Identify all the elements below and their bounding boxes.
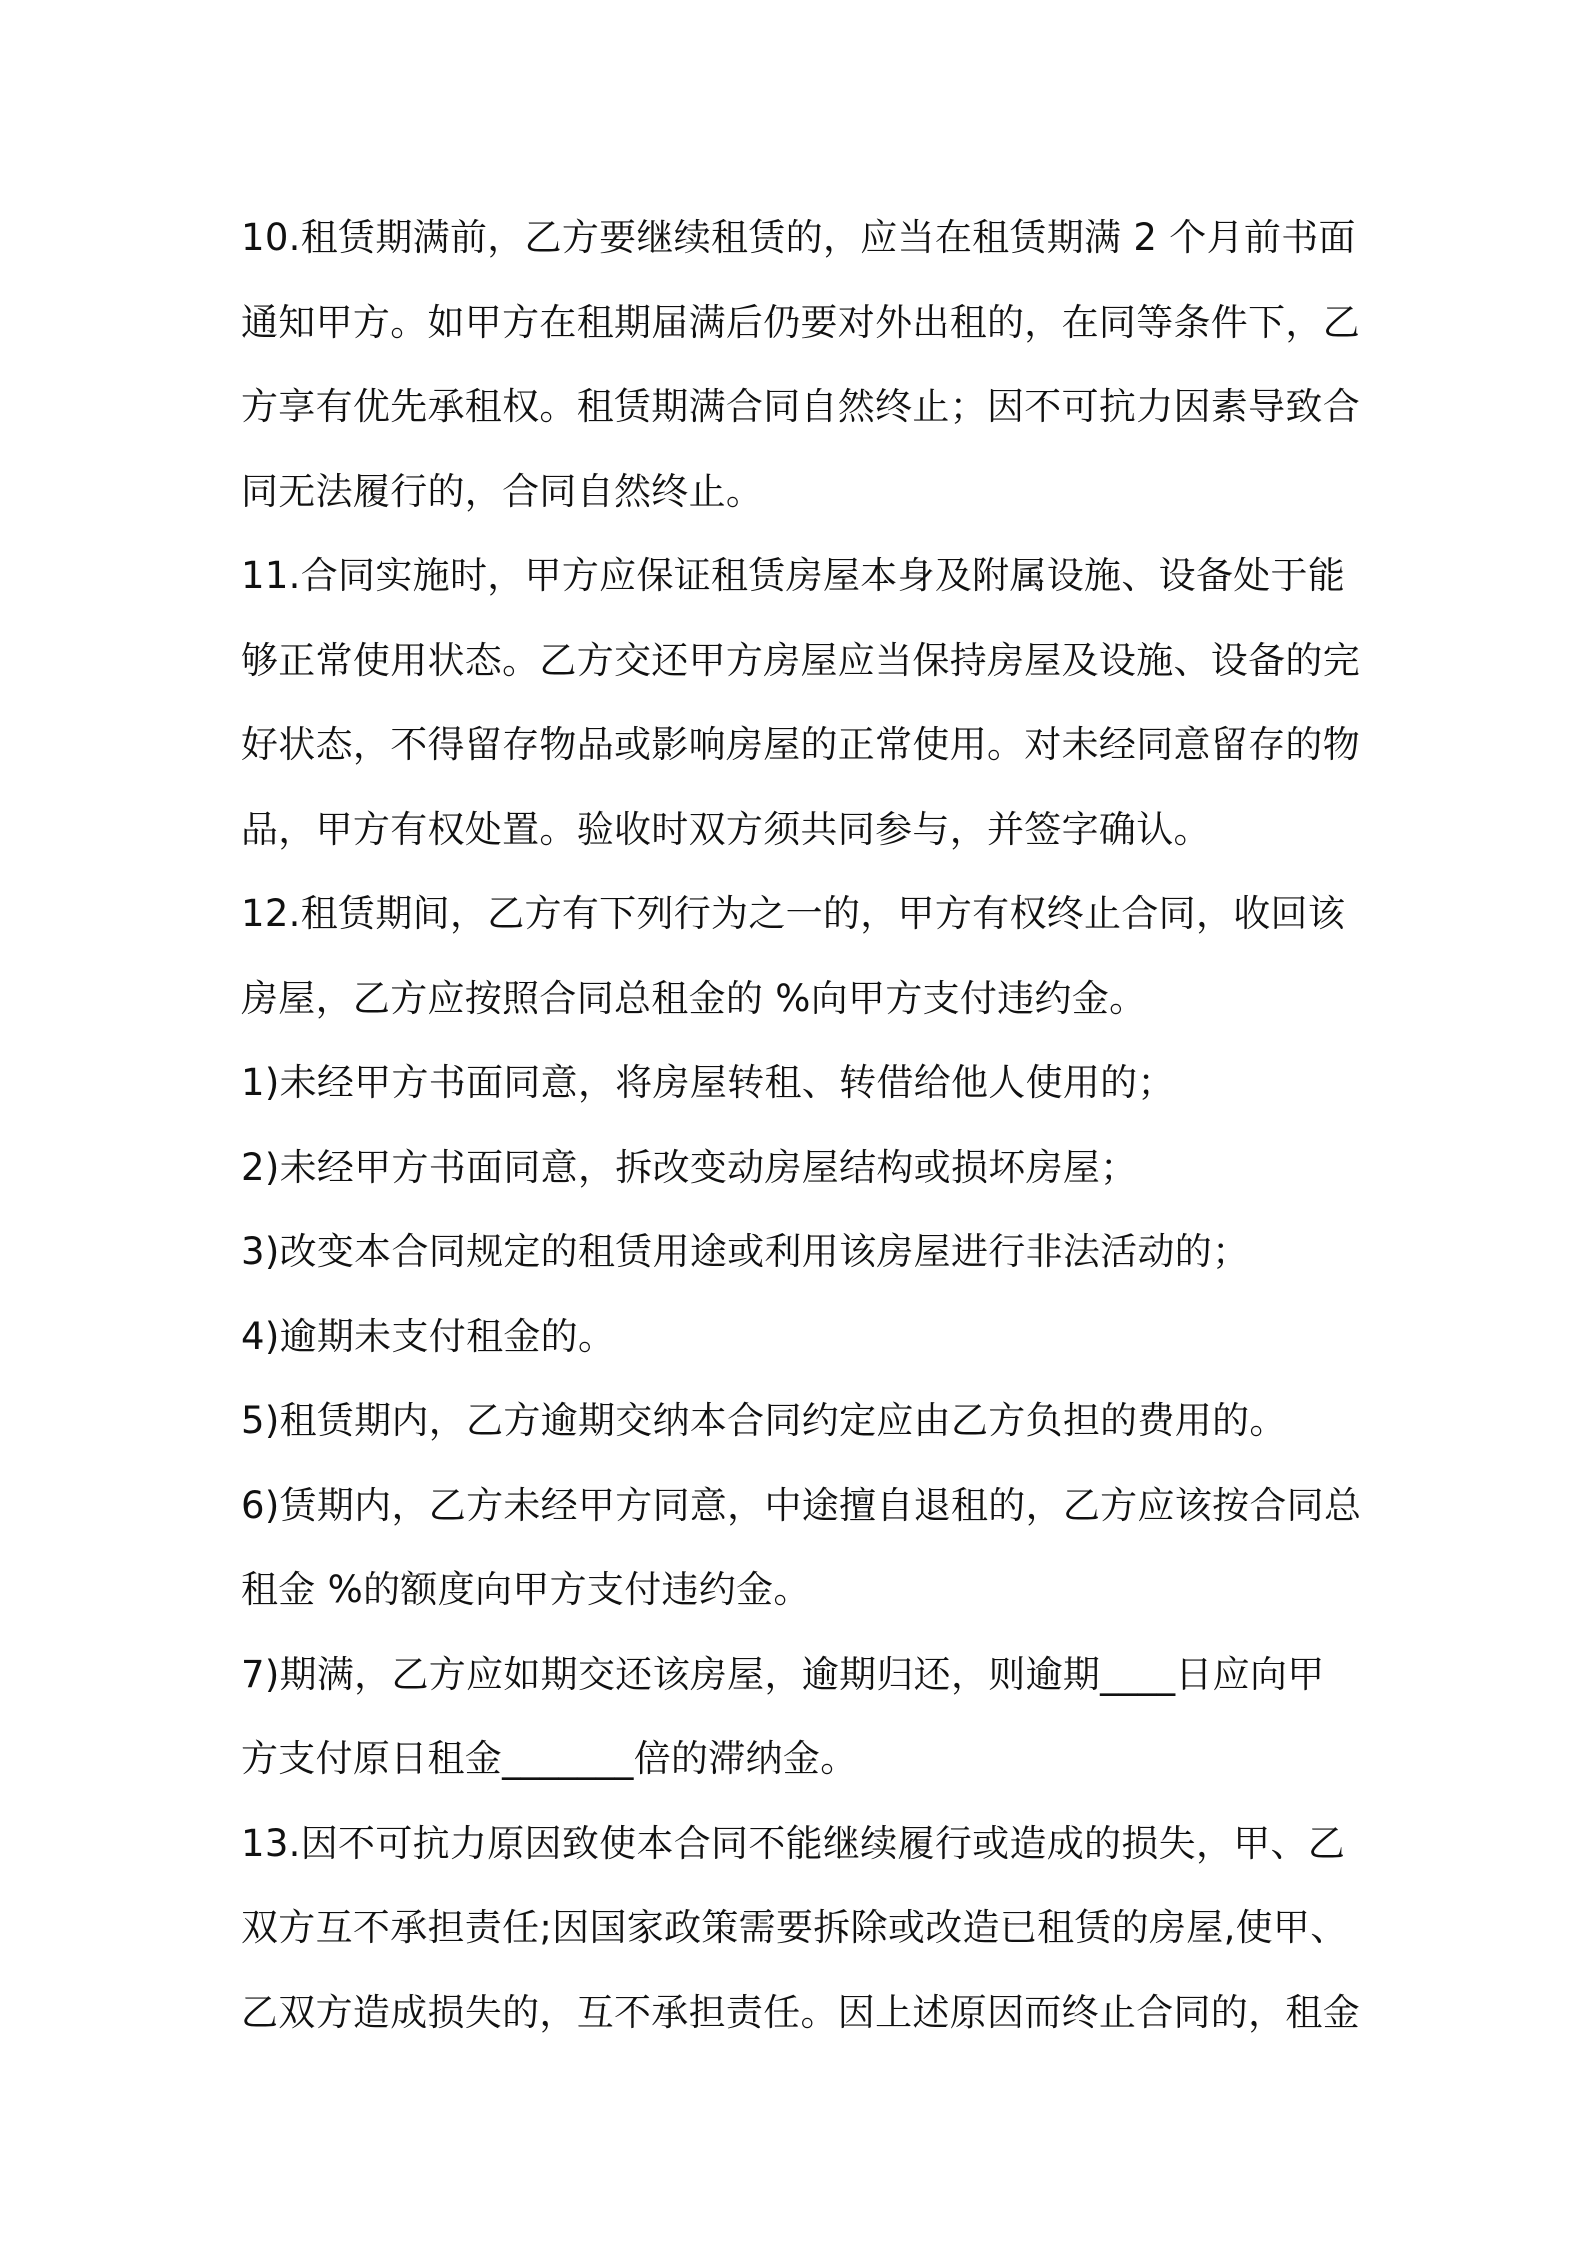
text-line: 12.租赁期间，乙方有下列行为之一的，甲方有权终止合同，收回该 [241, 892, 1346, 935]
text-line: 5)租赁期内，乙方逾期交纳本合同约定应由乙方负担的费用的。 [241, 1399, 1287, 1442]
text-line: 品，甲方有权处置。验收时双方须共同参与，并签字确认。 [241, 807, 1211, 851]
text-line: 6)赁期内，乙方未经甲方同意，中途擅自退租的，乙方应该按合同总 [241, 1483, 1362, 1527]
contract-text-block [241, 196, 1361, 2055]
text-line: 房屋，乙方应按照合同总租金的 %向甲方支付违约金。 [241, 976, 1147, 1020]
text-line: 1)未经甲方书面同意，将房屋转租、转借给他人使用的； [241, 1061, 1175, 1104]
text-line: 通知甲方。如甲方在租期届满后仍要对外出租的，在同等条件下，乙 [241, 300, 1360, 344]
text-line: 10.租赁期满前，乙方要继续租赁的，应当在租赁期满 2 个月前书面 [241, 216, 1356, 259]
text-line: 3)改变本合同规定的租赁用途或利用该房屋进行非法活动的； [241, 1230, 1250, 1273]
text-line: 2)未经甲方书面同意，拆改变动房屋结构或损坏房屋； [241, 1145, 1138, 1189]
text-line: 7)期满，乙方应如期交还该房屋，逾期归还，则逾期____日应向甲 [241, 1652, 1325, 1696]
text-line: 双方互不承担责任;因国家政策需要拆除或改造已租赁的房屋,使甲、 [241, 1906, 1348, 1949]
text-line: 11.合同实施时，甲方应保证租赁房屋本身及附属设施、设备处于能 [241, 554, 1346, 597]
text-line: 乙双方造成损失的，互不承担责任。因上述原因而终止合同的，租金 [241, 1990, 1360, 2034]
text-line: 方享有优先承租权。租赁期满合同自然终止；因不可抗力因素导致合 [241, 385, 1360, 428]
text-line: 13.因不可抗力原因致使本合同不能继续履行或造成的损失，甲、乙 [241, 1821, 1346, 1865]
text-line: 好状态，不得留存物品或影响房屋的正常使用。对未经同意留存的物 [241, 723, 1360, 766]
text-line: 4)逾期未支付租金的。 [241, 1314, 616, 1358]
text-line: 同无法履行的，合同自然终止。 [241, 469, 764, 513]
text-line: 够正常使用状态。乙方交还甲方房屋应当保持房屋及设施、设备的完 [241, 638, 1360, 682]
text-line: 租金 %的额度向甲方支付违约金。 [241, 1568, 811, 1611]
text-line: 方支付原日租金_______倍的滞纳金。 [241, 1737, 858, 1780]
